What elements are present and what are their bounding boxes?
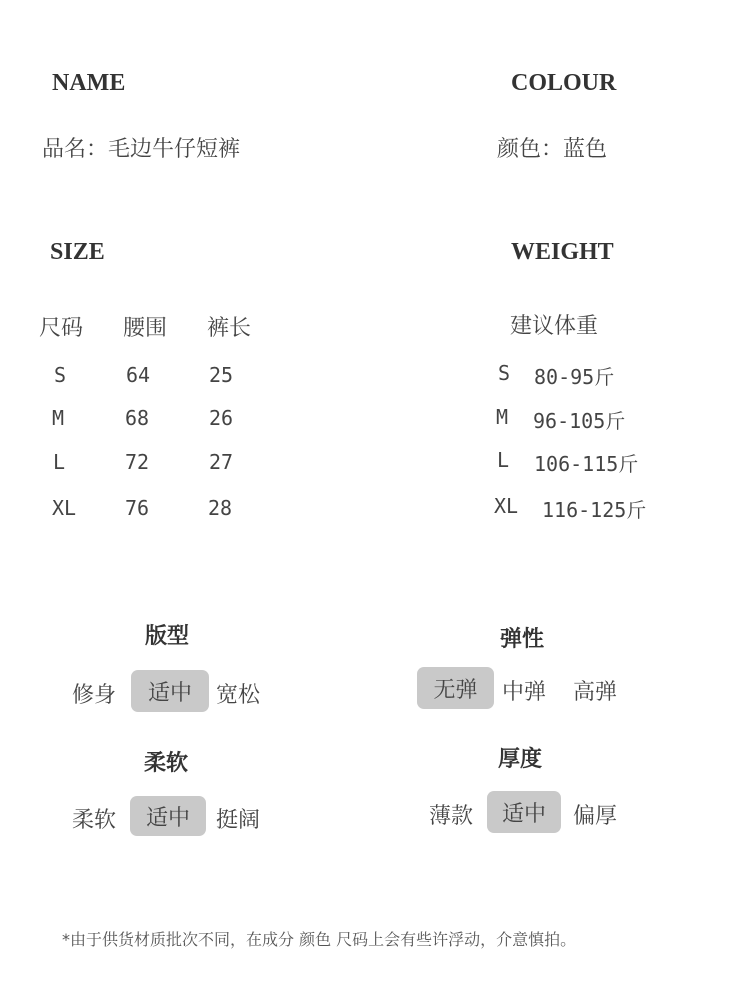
product-colour: 颜色：蓝色 bbox=[497, 137, 608, 162]
weight-range-cell: 106-115斤 bbox=[534, 452, 639, 476]
softness-option-stiff: 挺阔 bbox=[216, 808, 261, 833]
thickness-option-thin: 薄款 bbox=[429, 804, 474, 829]
weight-size-cell: L bbox=[497, 448, 510, 472]
weight-range-cell: 80-95斤 bbox=[534, 365, 615, 389]
fit-option-selected: 适中 bbox=[131, 670, 209, 712]
weight-range-cell: 116-125斤 bbox=[542, 498, 647, 522]
elasticity-option-selected: 无弹 bbox=[417, 667, 494, 709]
weight-size-cell: XL bbox=[494, 494, 519, 518]
weight-size-cell: S bbox=[498, 361, 511, 385]
size-col-size: 尺码 bbox=[39, 316, 84, 341]
fit-option-slim: 修身 bbox=[72, 683, 117, 708]
waist-cell: 68 bbox=[125, 406, 150, 430]
length-cell: 27 bbox=[209, 450, 234, 474]
size-cell: M bbox=[52, 406, 65, 430]
softness-option-selected: 适中 bbox=[130, 796, 206, 836]
waist-cell: 72 bbox=[125, 450, 150, 474]
waist-cell: 76 bbox=[125, 496, 150, 520]
length-cell: 26 bbox=[209, 406, 234, 430]
weight-size-cell: M bbox=[496, 405, 509, 429]
softness-title: 柔软 bbox=[144, 751, 189, 776]
weight-heading: WEIGHT bbox=[511, 239, 614, 265]
thickness-option-thick: 偏厚 bbox=[573, 804, 618, 829]
size-col-waist: 腰围 bbox=[123, 316, 168, 341]
product-name: 品名：毛边牛仔短裤 bbox=[42, 137, 241, 162]
size-cell: L bbox=[53, 450, 66, 474]
softness-option-soft: 柔软 bbox=[72, 808, 117, 833]
size-heading: SIZE bbox=[50, 239, 105, 265]
thickness-option-selected: 适中 bbox=[487, 791, 561, 833]
disclaimer-note: *由于供货材质批次不同，在成分 颜色 尺码上会有些许浮动，介意慎拍。 bbox=[62, 930, 577, 949]
thickness-title: 厚度 bbox=[498, 747, 543, 772]
weight-subheading: 建议体重 bbox=[510, 314, 599, 339]
colour-heading: COLOUR bbox=[511, 70, 617, 96]
elasticity-title: 弹性 bbox=[500, 627, 545, 652]
length-cell: 25 bbox=[209, 363, 234, 387]
length-cell: 28 bbox=[208, 496, 233, 520]
waist-cell: 64 bbox=[126, 363, 151, 387]
weight-range-cell: 96-105斤 bbox=[533, 409, 626, 433]
size-cell: S bbox=[54, 363, 67, 387]
fit-option-loose: 宽松 bbox=[216, 683, 261, 708]
size-col-length: 裤长 bbox=[207, 316, 252, 341]
elasticity-option-medium: 中弹 bbox=[502, 680, 547, 705]
elasticity-option-high: 高弹 bbox=[573, 680, 618, 705]
size-cell: XL bbox=[52, 496, 77, 520]
name-heading: NAME bbox=[52, 70, 126, 96]
fit-title: 版型 bbox=[145, 624, 190, 649]
